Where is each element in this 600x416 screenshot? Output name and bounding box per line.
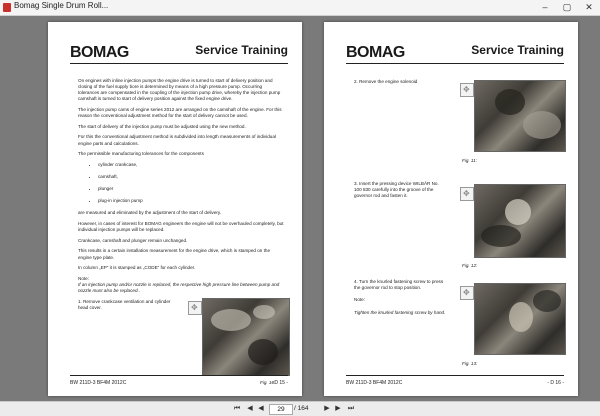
figure-caption: Fig. 12: [462, 263, 478, 268]
step-text: 4. Turn the knurled fastening screw to press the governor rod to stop position. [354, 279, 444, 291]
paragraph: Crankcase, camshaft and plunger remain unchanged. [78, 237, 188, 243]
note-label: Note: [354, 297, 365, 302]
figure-photo [474, 80, 566, 152]
page-left [48, 22, 302, 396]
page-right [324, 22, 578, 396]
figure-caption: Fig. 10: [260, 380, 276, 385]
last-page-icon[interactable]: ⏭ [347, 405, 355, 412]
list-item: • plunger [98, 186, 284, 192]
paragraph: are measured and eliminated by the adjustment of the start of delivery. [78, 210, 222, 216]
paragraph: The permissible manufacturing tolerances for the components [78, 151, 204, 157]
figure-thumbnail-icon: ✥ [460, 187, 474, 201]
previous-page-arrow-icon[interactable]: ◀ [258, 405, 264, 412]
maximize-button[interactable]: ▢ [562, 2, 572, 12]
minimize-button[interactable]: – [542, 2, 548, 12]
next-page-icon[interactable]: ▶ [324, 405, 330, 412]
footer-rule [70, 375, 288, 376]
page-navigation-toolbar [0, 401, 600, 416]
figure-thumbnail-icon: ✥ [188, 301, 202, 315]
body-text [78, 78, 284, 316]
figure-photo [474, 283, 566, 355]
footer-model: BW 211D-3 BF4M 2012C [346, 380, 403, 386]
page-number-input[interactable]: 29 [269, 404, 293, 415]
paragraph: The injection pump cams of engine series 2012 are arranged on the camshaft of the engine. For this reason the conventional adjustment method for the start of delivery cannot be used. [78, 106, 282, 119]
paragraph: For this the conventional adjustment method is subdivided into length measurements of individual engine parts and calculations. [78, 134, 276, 146]
note-text: If an injection pump and/or nozzle is replaced, the respective high pressure line between pump and nozzle must also be replaced.. [78, 282, 280, 294]
app-icon [3, 3, 11, 12]
figure-thumbnail-icon: ✥ [460, 286, 474, 300]
footer-page-number: - D 16 - [547, 380, 564, 386]
page-count: / 164 [294, 405, 309, 412]
footer-page-number: - D 15 - [271, 380, 288, 386]
title-bar [0, 0, 600, 16]
page-heading: Service Training [195, 43, 288, 57]
previous-page-icon[interactable]: ◀ [247, 405, 253, 412]
component-list [78, 162, 284, 204]
step-text: 2. Remove the engine solenoid [354, 79, 418, 84]
page-heading: Service Training [471, 43, 564, 57]
paragraph: On engines with inline injection pumps the engine drive is turned to start of delivery position and closing of the fuel supply bore is determined by means of a high pressure pump. Occurring tolerances are compensated in the coupling of the injection pump drive, whereby the injection pump camshaft is turned to start of delivery position against the fixed engine drive. [78, 78, 281, 102]
note-label: Note: [78, 275, 89, 281]
brand-logo: BOMAG [346, 44, 405, 61]
step-text: 1. Remove crankcase ventilation and cylinder head cover. [78, 298, 171, 310]
figure-photo [202, 298, 290, 376]
paragraph: In column „EP“ it is stamped as „CODE“ for each cylinder. [78, 265, 196, 271]
first-page-icon[interactable]: ⏮ [233, 405, 241, 412]
footer-rule [346, 375, 564, 376]
brand-logo: BOMAG [70, 44, 129, 61]
note-text: Tighten the knurled fastening screw by hand. [354, 310, 446, 315]
step-text: 3. Insert the pressing device WILBÄR No. 100 830 carefully into the groove of the governor rod and fasten it. [354, 181, 439, 199]
figure-caption: Fig. 13: [462, 361, 478, 366]
list-item: • camshaft, [98, 174, 284, 180]
paragraph: The start of delivery of the injection pump must be adjusted using the new method. [78, 123, 246, 129]
next-page-arrow-icon[interactable]: ▶ [335, 405, 341, 412]
paragraph: This results in a certain installation measurement for the engine drive, which is stamped on the engine type plate. [78, 248, 271, 260]
list-item: • cylinder crankcase, [98, 162, 284, 168]
footer-model: BW 211D-3 BF4M 2012C [70, 380, 127, 386]
figure-caption: Fig. 11: [462, 158, 477, 163]
list-item: • plug-in injection pump [98, 198, 284, 204]
figure-thumbnail-icon: ✥ [460, 83, 474, 97]
window-title: Bomag Single Drum Roll... [14, 1, 109, 10]
header-rule [346, 63, 564, 64]
paragraph: However, in cases of interest for BOMAG engineers the engine will not be overhauled completely, but individual injection pumps will be replaced. [78, 220, 284, 233]
document-viewer[interactable] [0, 16, 600, 401]
header-rule [70, 63, 288, 64]
close-button[interactable]: ✕ [585, 2, 593, 12]
figure-photo [474, 184, 566, 258]
